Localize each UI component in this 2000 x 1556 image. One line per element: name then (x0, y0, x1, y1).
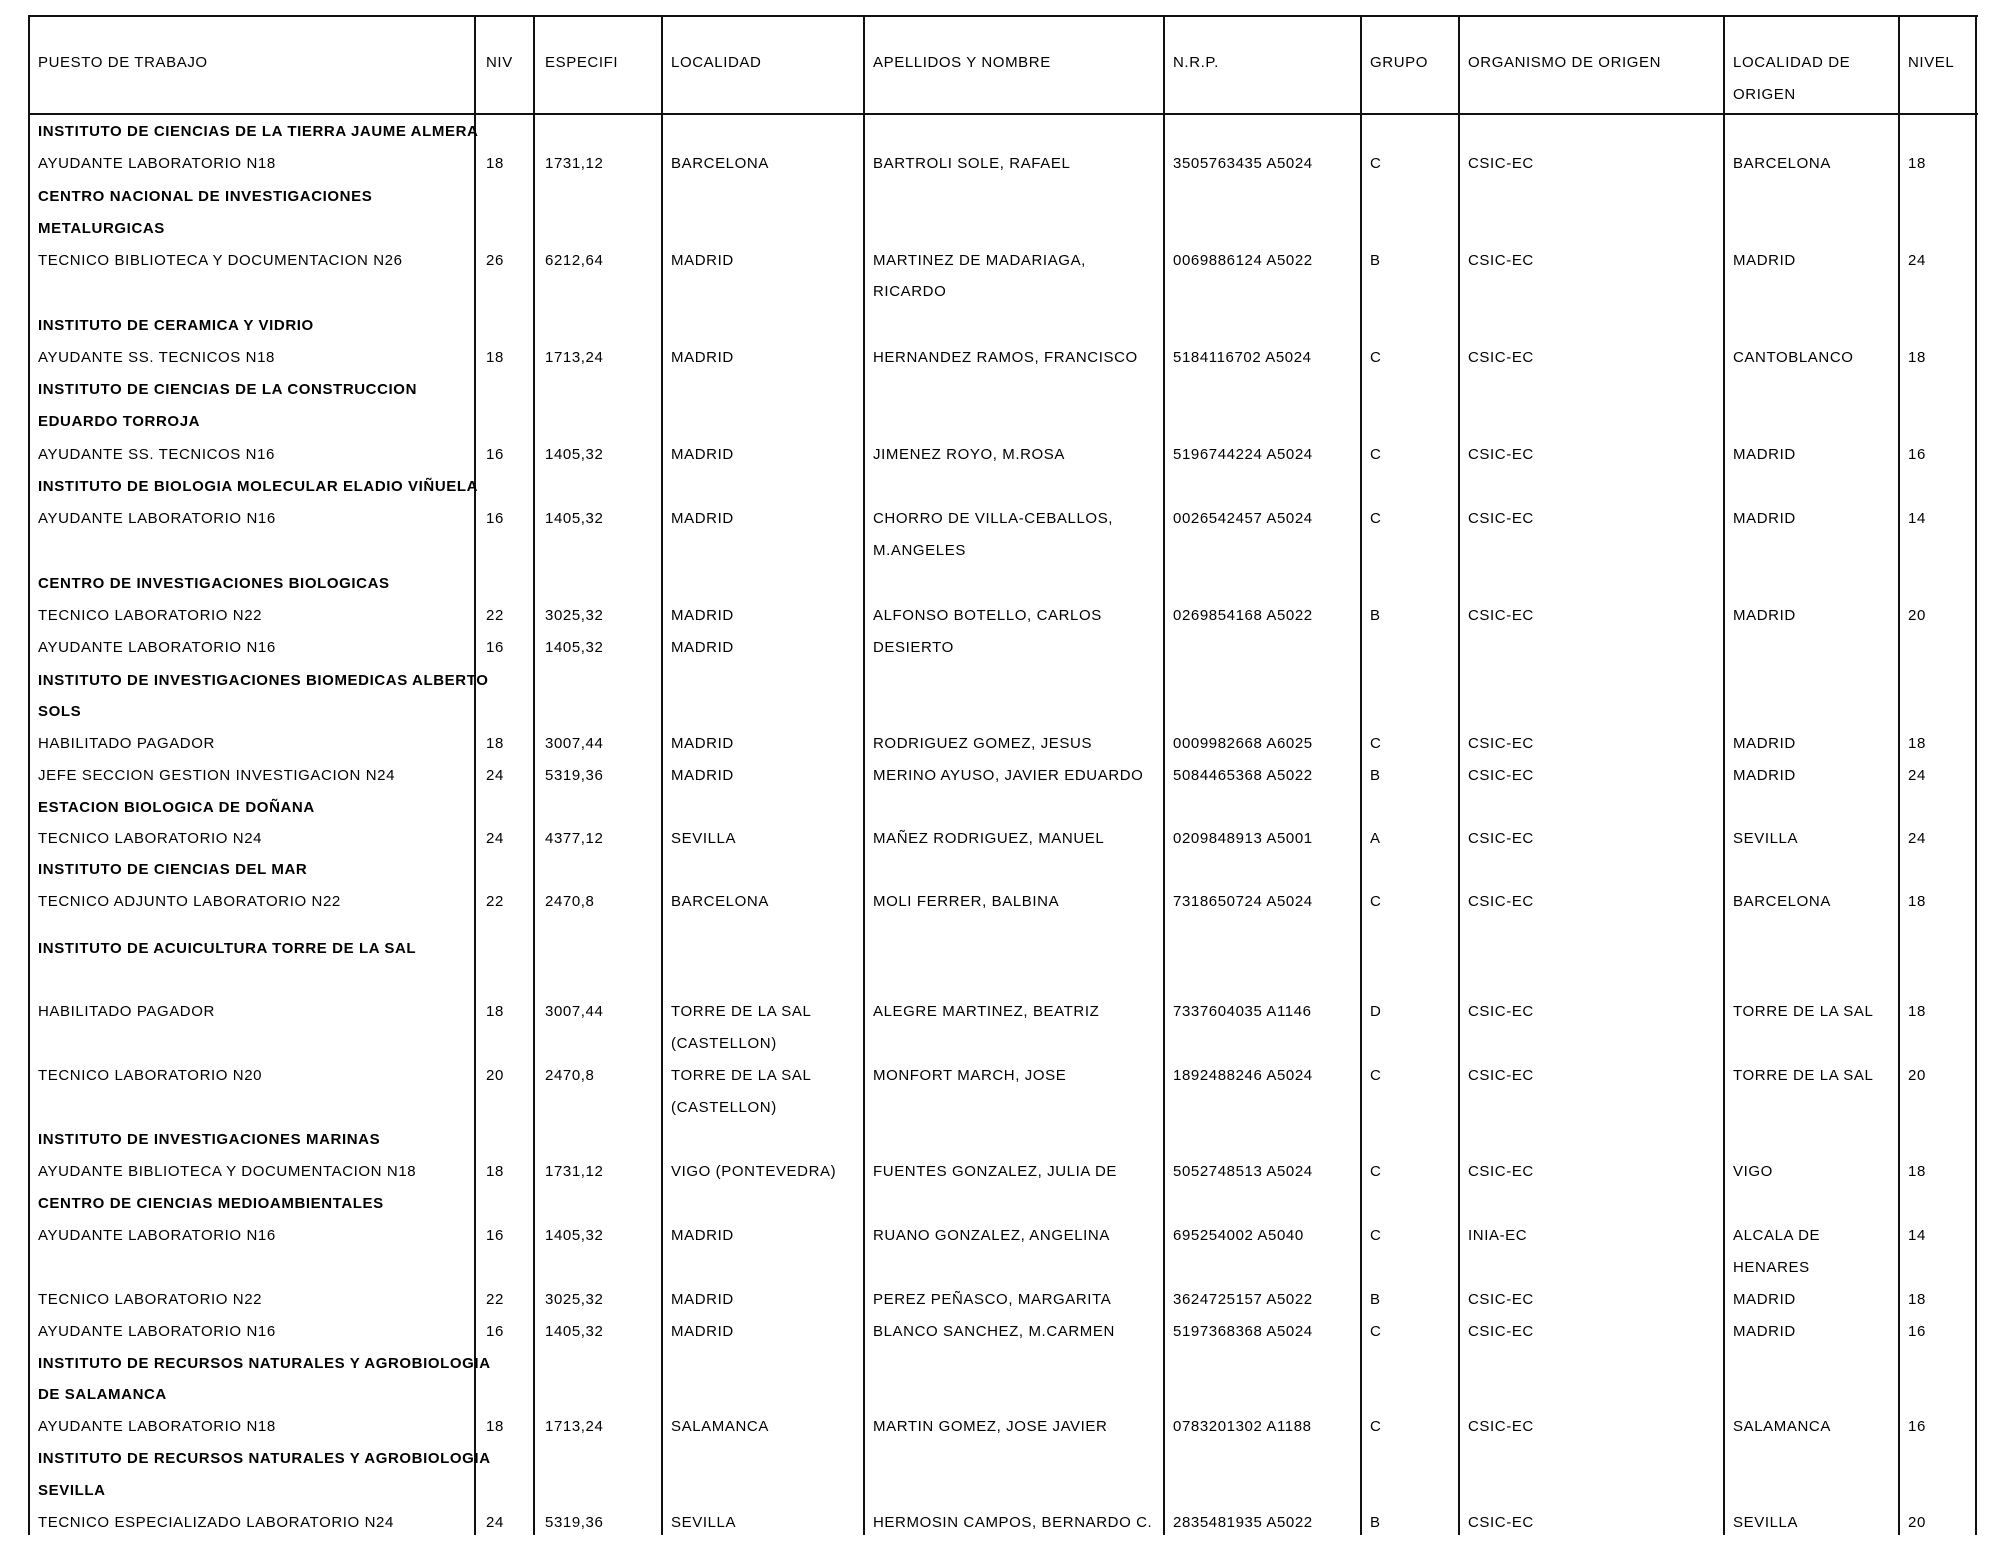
cell-niv: 22 (486, 1291, 504, 1308)
cell-nrp: 5184116702 A5024 (1173, 349, 1312, 366)
cell-nivel: 20 (1908, 607, 1926, 624)
cell-grupo: C (1370, 349, 1382, 366)
staff-table (28, 15, 1978, 1535)
cell-localidad-cont: (CASTELLON) (671, 1035, 777, 1052)
cell-nrp: 3505763435 A5024 (1173, 155, 1313, 172)
cell-localidad-origen: ALCALA DE (1733, 1227, 1821, 1244)
cell-localidad: MADRID (671, 639, 734, 656)
cell-organismo: CSIC-EC (1468, 1003, 1534, 1020)
cell-localidad-origen-cont: HENARES (1733, 1259, 1810, 1276)
cell-apellidos: BLANCO SANCHEZ, M.CARMEN (873, 1323, 1115, 1340)
cell-apellidos: MONFORT MARCH, JOSE (873, 1067, 1067, 1084)
cell-organismo: CSIC-EC (1468, 830, 1534, 847)
cell-nivel: 20 (1908, 1514, 1926, 1531)
cell-niv: 26 (486, 252, 504, 269)
institute-heading: INSTITUTO DE INVESTIGACIONES MARINAS (38, 1131, 381, 1148)
cell-apellidos: MOLI FERRER, BALBINA (873, 893, 1060, 910)
cell-especifi: 1405,32 (545, 1323, 604, 1340)
cell-localidad-origen: MADRID (1733, 1323, 1796, 1340)
cell-puesto: AYUDANTE LABORATORIO N16 (38, 510, 276, 527)
cell-puesto: JEFE SECCION GESTION INVESTIGACION N24 (38, 767, 396, 784)
cell-grupo: B (1370, 607, 1381, 624)
cell-puesto: AYUDANTE SS. TECNICOS N16 (38, 446, 275, 463)
cell-grupo: B (1370, 767, 1381, 784)
cell-organismo: CSIC-EC (1468, 446, 1534, 463)
cell-localidad-origen: SEVILLA (1733, 1514, 1799, 1531)
cell-niv: 16 (486, 446, 504, 463)
cell-localidad: MADRID (671, 252, 734, 269)
header-apellidos: APELLIDOS Y NOMBRE (873, 54, 1051, 71)
institute-heading: INSTITUTO DE INVESTIGACIONES BIOMEDICAS ALBERTO (38, 672, 489, 689)
cell-puesto: TECNICO BIBLIOTECA Y DOCUMENTACION N26 (38, 252, 403, 269)
institute-heading: INSTITUTO DE CIENCIAS DE LA TIERRA JAUME ALMERA (38, 123, 479, 140)
cell-especifi: 1731,12 (545, 155, 604, 172)
cell-organismo: CSIC-EC (1468, 252, 1534, 269)
cell-apellidos: ALFONSO BOTELLO, CARLOS (873, 607, 1102, 624)
cell-grupo: B (1370, 252, 1381, 269)
cell-organismo: CSIC-EC (1468, 893, 1534, 910)
cell-apellidos-cont: RICARDO (873, 283, 947, 300)
column-divider (1975, 15, 1977, 1535)
cell-nivel: 14 (1908, 1227, 1926, 1244)
header-nrp: N.R.P. (1173, 54, 1219, 71)
cell-grupo: C (1370, 893, 1382, 910)
institute-heading: CENTRO DE CIENCIAS MEDIOAMBIENTALES (38, 1195, 384, 1212)
cell-grupo: C (1370, 1067, 1382, 1084)
cell-localidad-origen: BARCELONA (1733, 893, 1831, 910)
cell-apellidos: BARTROLI SOLE, RAFAEL (873, 155, 1071, 172)
institute-heading: INSTITUTO DE ACUICULTURA TORRE DE LA SAL (38, 940, 417, 957)
cell-niv: 18 (486, 155, 504, 172)
cell-organismo: CSIC-EC (1468, 349, 1534, 366)
header-bottom-border (28, 113, 1978, 115)
cell-organismo: CSIC-EC (1468, 767, 1534, 784)
cell-grupo: C (1370, 1227, 1382, 1244)
header-grupo: GRUPO (1370, 54, 1429, 71)
cell-especifi: 3007,44 (545, 1003, 604, 1020)
cell-organismo: INIA-EC (1468, 1227, 1528, 1244)
cell-localidad: SALAMANCA (671, 1418, 769, 1435)
cell-localidad: MADRID (671, 767, 734, 784)
cell-especifi: 1405,32 (545, 510, 604, 527)
cell-nrp: 0269854168 A5022 (1173, 607, 1313, 624)
cell-organismo: CSIC-EC (1468, 1163, 1534, 1180)
column-divider (863, 15, 865, 1535)
cell-grupo: C (1370, 510, 1382, 527)
cell-localidad-origen: MADRID (1733, 510, 1796, 527)
cell-apellidos: FUENTES GONZALEZ, JULIA DE (873, 1163, 1117, 1180)
cell-especifi: 3025,32 (545, 607, 604, 624)
cell-localidad-origen: MADRID (1733, 607, 1796, 624)
cell-especifi: 2470,8 (545, 1067, 595, 1084)
header-localidad-origen: LOCALIDAD DE (1733, 54, 1851, 71)
cell-nrp: 2835481935 A5022 (1173, 1514, 1313, 1531)
cell-grupo: B (1370, 1291, 1381, 1308)
cell-grupo: C (1370, 1418, 1382, 1435)
cell-nrp: 7318650724 A5024 (1173, 893, 1313, 910)
cell-apellidos: PEREZ PEÑASCO, MARGARITA (873, 1291, 1112, 1308)
cell-puesto: AYUDANTE LABORATORIO N16 (38, 1323, 276, 1340)
cell-niv: 22 (486, 893, 504, 910)
column-divider (661, 15, 663, 1535)
cell-apellidos: ALEGRE MARTINEZ, BEATRIZ (873, 1003, 1100, 1020)
cell-apellidos: RODRIGUEZ GOMEZ, JESUS (873, 735, 1093, 752)
cell-localidad: MADRID (671, 1291, 734, 1308)
cell-nivel: 16 (1908, 1418, 1926, 1435)
cell-apellidos: RUANO GONZALEZ, ANGELINA (873, 1227, 1110, 1244)
cell-nrp: 0026542457 A5024 (1173, 510, 1313, 527)
cell-nivel: 18 (1908, 1003, 1926, 1020)
cell-niv: 24 (486, 830, 504, 847)
cell-nrp: 3624725157 A5022 (1173, 1291, 1313, 1308)
cell-organismo: CSIC-EC (1468, 1418, 1534, 1435)
cell-puesto: TECNICO ADJUNTO LABORATORIO N22 (38, 893, 341, 910)
cell-localidad-origen: CANTOBLANCO (1733, 349, 1854, 366)
cell-localidad-origen: MADRID (1733, 735, 1796, 752)
cell-especifi: 5319,36 (545, 1514, 604, 1531)
cell-localidad-origen: MADRID (1733, 446, 1796, 463)
header-localidad: LOCALIDAD (671, 54, 762, 71)
cell-localidad: MADRID (671, 607, 734, 624)
cell-nivel: 18 (1908, 1163, 1926, 1180)
cell-localidad: MADRID (671, 1323, 734, 1340)
column-divider (28, 15, 30, 1535)
cell-especifi: 1405,32 (545, 1227, 604, 1244)
cell-nrp: 0209848913 A5001 (1173, 830, 1313, 847)
cell-nrp: 5052748513 A5024 (1173, 1163, 1313, 1180)
cell-localidad-origen: TORRE DE LA SAL (1733, 1067, 1874, 1084)
cell-localidad: MADRID (671, 1227, 734, 1244)
cell-especifi: 5319,36 (545, 767, 604, 784)
cell-niv: 18 (486, 1003, 504, 1020)
cell-apellidos: MAÑEZ RODRIGUEZ, MANUEL (873, 830, 1105, 847)
cell-localidad: MADRID (671, 446, 734, 463)
cell-organismo: CSIC-EC (1468, 510, 1534, 527)
header-localidad-origen-2: ORIGEN (1733, 86, 1796, 103)
cell-niv: 18 (486, 349, 504, 366)
cell-localidad-origen: TORRE DE LA SAL (1733, 1003, 1874, 1020)
cell-nivel: 20 (1908, 1067, 1926, 1084)
cell-organismo: CSIC-EC (1468, 607, 1534, 624)
cell-apellidos: DESIERTO (873, 639, 954, 656)
cell-apellidos: MARTINEZ DE MADARIAGA, (873, 252, 1086, 269)
cell-nivel: 24 (1908, 767, 1926, 784)
cell-localidad: TORRE DE LA SAL (671, 1067, 812, 1084)
cell-niv: 18 (486, 1163, 504, 1180)
cell-localidad: BARCELONA (671, 893, 769, 910)
cell-nivel: 18 (1908, 155, 1926, 172)
cell-localidad-origen: MADRID (1733, 252, 1796, 269)
header-puesto: PUESTO DE TRABAJO (38, 54, 208, 71)
cell-apellidos: HERNANDEZ RAMOS, FRANCISCO (873, 349, 1138, 366)
cell-localidad-origen: BARCELONA (1733, 155, 1831, 172)
cell-nrp: 1892488246 A5024 (1173, 1067, 1313, 1084)
cell-puesto: AYUDANTE SS. TECNICOS N18 (38, 349, 275, 366)
cell-niv: 24 (486, 767, 504, 784)
cell-nivel: 18 (1908, 349, 1926, 366)
cell-apellidos-cont: M.ANGELES (873, 542, 966, 559)
cell-localidad: SEVILLA (671, 830, 737, 847)
cell-localidad-cont: (CASTELLON) (671, 1099, 777, 1116)
institute-heading: INSTITUTO DE CERAMICA Y VIDRIO (38, 317, 314, 334)
cell-puesto: AYUDANTE LABORATORIO N16 (38, 639, 276, 656)
cell-nrp: 5084465368 A5022 (1173, 767, 1313, 784)
cell-apellidos: JIMENEZ ROYO, M.ROSA (873, 446, 1066, 463)
column-divider (1723, 15, 1725, 1535)
institute-heading: INSTITUTO DE CIENCIAS DE LA CONSTRUCCION (38, 381, 418, 398)
cell-puesto: AYUDANTE LABORATORIO N18 (38, 155, 276, 172)
cell-apellidos: CHORRO DE VILLA-CEBALLOS, (873, 510, 1114, 527)
cell-niv: 18 (486, 1418, 504, 1435)
cell-organismo: CSIC-EC (1468, 155, 1534, 172)
cell-nivel: 24 (1908, 252, 1926, 269)
cell-localidad: MADRID (671, 735, 734, 752)
cell-organismo: CSIC-EC (1468, 735, 1534, 752)
institute-heading: CENTRO DE INVESTIGACIONES BIOLOGICAS (38, 575, 390, 592)
cell-niv: 22 (486, 607, 504, 624)
cell-niv: 20 (486, 1067, 504, 1084)
institute-heading: INSTITUTO DE RECURSOS NATURALES Y AGROBIOLOGIA (38, 1355, 491, 1372)
header-organismo: ORGANISMO DE ORIGEN (1468, 54, 1662, 71)
cell-localidad-origen: SALAMANCA (1733, 1418, 1831, 1435)
cell-grupo: B (1370, 1514, 1381, 1531)
cell-nrp: 7337604035 A1146 (1173, 1003, 1312, 1020)
institute-heading-cont: DE SALAMANCA (38, 1386, 167, 1403)
column-divider (1458, 15, 1460, 1535)
cell-grupo: A (1370, 830, 1381, 847)
cell-niv: 16 (486, 1323, 504, 1340)
header-niv: NIV (486, 54, 513, 71)
cell-puesto: TECNICO LABORATORIO N20 (38, 1067, 263, 1084)
institute-heading-cont: METALURGICAS (38, 220, 165, 237)
institute-heading: INSTITUTO DE CIENCIAS DEL MAR (38, 861, 308, 878)
cell-localidad: MADRID (671, 349, 734, 366)
cell-grupo: C (1370, 1163, 1382, 1180)
cell-nivel: 16 (1908, 446, 1926, 463)
cell-especifi: 2470,8 (545, 893, 595, 910)
cell-puesto: AYUDANTE LABORATORIO N16 (38, 1227, 276, 1244)
cell-organismo: CSIC-EC (1468, 1323, 1534, 1340)
cell-organismo: CSIC-EC (1468, 1514, 1534, 1531)
cell-localidad-origen: MADRID (1733, 1291, 1796, 1308)
cell-apellidos: HERMOSIN CAMPOS, BERNARDO C. (873, 1514, 1153, 1531)
cell-organismo: CSIC-EC (1468, 1067, 1534, 1084)
cell-nrp: 5196744224 A5024 (1173, 446, 1313, 463)
cell-especifi: 1405,32 (545, 446, 604, 463)
cell-especifi: 3007,44 (545, 735, 604, 752)
cell-apellidos: MERINO AYUSO, JAVIER EDUARDO (873, 767, 1144, 784)
cell-nrp: 0783201302 A1188 (1173, 1418, 1312, 1435)
cell-localidad-origen: SEVILLA (1733, 830, 1799, 847)
cell-niv: 24 (486, 1514, 504, 1531)
cell-nrp: 0069886124 A5022 (1173, 252, 1313, 269)
cell-puesto: HABILITADO PAGADOR (38, 735, 215, 752)
cell-puesto: HABILITADO PAGADOR (38, 1003, 215, 1020)
institute-heading: ESTACION BIOLOGICA DE DOÑANA (38, 799, 315, 816)
cell-puesto: TECNICO ESPECIALIZADO LABORATORIO N24 (38, 1514, 394, 1531)
institute-heading-cont: SOLS (38, 703, 82, 720)
cell-especifi: 6212,64 (545, 252, 604, 269)
cell-nrp: 5197368368 A5024 (1173, 1323, 1313, 1340)
cell-nrp: 695254002 A5040 (1173, 1227, 1304, 1244)
institute-heading: CENTRO NACIONAL DE INVESTIGACIONES (38, 188, 373, 205)
cell-nivel: 16 (1908, 1323, 1926, 1340)
cell-especifi: 1731,12 (545, 1163, 604, 1180)
cell-grupo: C (1370, 1323, 1382, 1340)
cell-puesto: TECNICO LABORATORIO N24 (38, 830, 263, 847)
institute-heading: INSTITUTO DE BIOLOGIA MOLECULAR ELADIO VIÑUELA (38, 478, 479, 495)
cell-nivel: 24 (1908, 830, 1926, 847)
institute-heading: INSTITUTO DE RECURSOS NATURALES Y AGROBIOLOGIA (38, 1450, 491, 1467)
cell-grupo: D (1370, 1003, 1382, 1020)
cell-nivel: 14 (1908, 510, 1926, 527)
cell-nivel: 18 (1908, 1291, 1926, 1308)
cell-especifi: 4377,12 (545, 830, 604, 847)
cell-apellidos: MARTIN GOMEZ, JOSE JAVIER (873, 1418, 1108, 1435)
cell-niv: 18 (486, 735, 504, 752)
cell-especifi: 1713,24 (545, 349, 604, 366)
institute-heading-cont: SEVILLA (38, 1482, 106, 1499)
cell-localidad: SEVILLA (671, 1514, 737, 1531)
cell-localidad: MADRID (671, 510, 734, 527)
table-top-border (28, 15, 1978, 17)
cell-puesto: TECNICO LABORATORIO N22 (38, 1291, 263, 1308)
cell-nrp: 0009982668 A6025 (1173, 735, 1313, 752)
cell-organismo: CSIC-EC (1468, 1291, 1534, 1308)
cell-grupo: C (1370, 446, 1382, 463)
institute-heading-cont: EDUARDO TORROJA (38, 413, 201, 430)
cell-especifi: 1405,32 (545, 639, 604, 656)
cell-especifi: 1713,24 (545, 1418, 604, 1435)
cell-niv: 16 (486, 1227, 504, 1244)
cell-localidad-origen: MADRID (1733, 767, 1796, 784)
cell-niv: 16 (486, 639, 504, 656)
cell-especifi: 3025,32 (545, 1291, 604, 1308)
cell-localidad: TORRE DE LA SAL (671, 1003, 812, 1020)
cell-nivel: 18 (1908, 893, 1926, 910)
cell-grupo: C (1370, 155, 1382, 172)
cell-nivel: 18 (1908, 735, 1926, 752)
header-especifi: ESPECIFI (545, 54, 619, 71)
header-nivel: NIVEL (1908, 54, 1955, 71)
cell-puesto: TECNICO LABORATORIO N22 (38, 607, 263, 624)
cell-niv: 16 (486, 510, 504, 527)
cell-localidad: BARCELONA (671, 155, 769, 172)
cell-puesto: AYUDANTE BIBLIOTECA Y DOCUMENTACION N18 (38, 1163, 417, 1180)
cell-localidad-origen: VIGO (1733, 1163, 1773, 1180)
cell-puesto: AYUDANTE LABORATORIO N18 (38, 1418, 276, 1435)
cell-localidad: VIGO (PONTEVEDRA) (671, 1163, 837, 1180)
cell-grupo: C (1370, 735, 1382, 752)
